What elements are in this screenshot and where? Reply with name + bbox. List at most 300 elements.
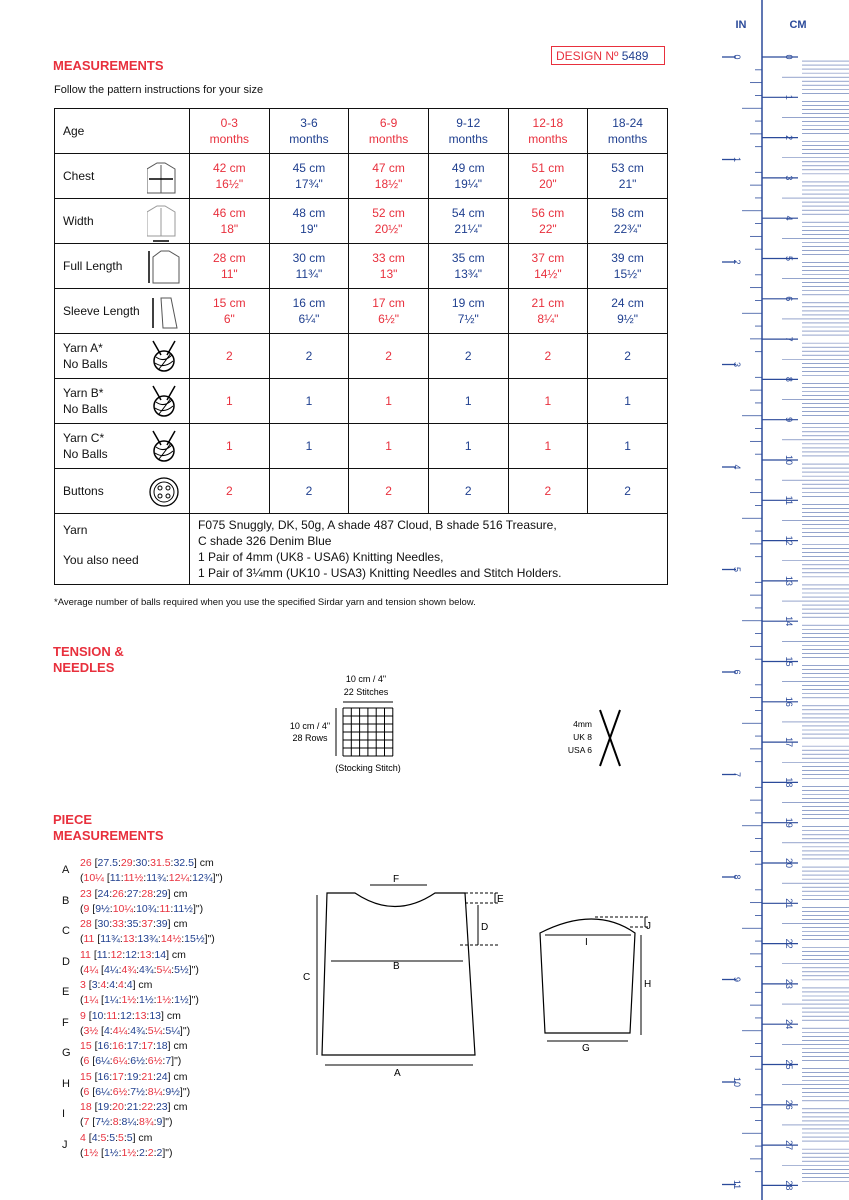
row-label xyxy=(55,199,190,244)
cell-value: 15½" xyxy=(613,267,642,281)
size-cell xyxy=(428,289,508,334)
cell-value: months xyxy=(528,132,568,146)
piece-measurement-item xyxy=(62,887,223,918)
cell-value: 48 cm xyxy=(292,206,326,220)
size-cell xyxy=(508,199,588,244)
cell-value: 2 xyxy=(385,349,392,363)
table-row xyxy=(55,199,668,244)
piece-in: (7 [7½:8:8¼:8¾:9]") xyxy=(80,1116,173,1128)
cm-number: 19 xyxy=(784,817,794,828)
row-label-text: No Balls xyxy=(63,402,108,416)
cm-number: 23 xyxy=(784,978,794,989)
size-cell xyxy=(428,154,508,199)
size-cell xyxy=(508,334,588,379)
cell-value: 47 cm xyxy=(372,161,405,175)
size-cell xyxy=(428,109,508,154)
row-label-text: Buttons xyxy=(63,484,104,498)
size-cell xyxy=(508,244,588,289)
size-cell xyxy=(508,154,588,199)
cell-value: 28 cm xyxy=(212,251,246,265)
tension-rows: 28 Rows xyxy=(292,733,328,743)
table-row xyxy=(55,244,668,289)
piece-cm: 3 [3:4:4:4:4] cm xyxy=(80,979,153,991)
cm-number: 7 xyxy=(784,336,794,342)
cell-value: 19" xyxy=(300,222,318,236)
size-cell xyxy=(190,244,270,289)
piece-in: (10¼ [11:11½:11¾:12¼:12¾]") xyxy=(80,872,223,884)
piece-in: (9 [9½:10¼:10¾:11:11½]") xyxy=(80,902,204,915)
tension-heading-line2: NEEDLES xyxy=(53,660,115,675)
size-cell xyxy=(508,424,588,469)
piece-measurement-item xyxy=(62,1070,223,1101)
cm-number: 0 xyxy=(784,54,794,60)
row-label-text: Yarn B* xyxy=(63,386,104,400)
size-cell xyxy=(588,379,668,424)
knitting-needles-icon xyxy=(600,710,620,766)
piece-in: (11 [11¾:13:13¾:14½:15½]") xyxy=(80,933,215,945)
row-label-text: Age xyxy=(63,124,85,138)
cm-number: 20 xyxy=(784,857,794,869)
cell-value: 7½" xyxy=(457,312,479,326)
needle-size-uk: UK 8 xyxy=(573,732,592,742)
garment-schematic xyxy=(295,865,675,1080)
size-cell xyxy=(190,289,270,334)
inch-number: 2 xyxy=(732,259,742,265)
table-row xyxy=(55,469,668,514)
size-cell xyxy=(588,109,668,154)
label-f: F xyxy=(393,874,400,885)
row-label xyxy=(55,334,190,379)
yarn-label: Yarn xyxy=(63,523,88,537)
cell-value: 24 cm xyxy=(611,296,644,310)
cm-number: 28 xyxy=(784,1180,794,1191)
cell-value: 1 xyxy=(464,394,472,408)
cell-value: 1 xyxy=(385,439,392,453)
inch-number: 10 xyxy=(732,1076,742,1088)
label-b: B xyxy=(393,961,400,972)
piece-measurement-item xyxy=(62,1131,223,1162)
cell-value: 35 cm xyxy=(451,251,485,265)
cell-value: 2 xyxy=(544,349,552,363)
label-h: H xyxy=(644,979,652,990)
row-label-text: Sleeve Length xyxy=(63,304,140,318)
cell-value: 2 xyxy=(225,349,233,363)
cell-value: months xyxy=(209,132,249,146)
cm-number: 18 xyxy=(784,777,794,788)
piece-heading xyxy=(53,812,164,844)
size-cell xyxy=(269,469,349,514)
cell-value: 2 xyxy=(464,349,472,363)
size-cell xyxy=(508,469,588,514)
size-cell xyxy=(190,334,270,379)
cell-value: 22¾" xyxy=(613,222,642,236)
cell-value: 1 xyxy=(544,394,552,408)
cell-value: months xyxy=(448,132,488,146)
cm-number: 24 xyxy=(784,1019,794,1030)
row-label-text: No Balls xyxy=(63,357,108,371)
size-cell xyxy=(269,244,349,289)
row-label xyxy=(55,244,190,289)
cm-number: 15 xyxy=(784,656,794,667)
inch-number: 6 xyxy=(732,669,742,675)
piece-cm: 4 [4:5:5:5:5] cm xyxy=(80,1131,153,1144)
cell-value: 2 xyxy=(385,484,392,498)
yarn-ball-icon xyxy=(147,339,183,379)
cell-value: months xyxy=(368,132,409,146)
table-row xyxy=(55,289,668,334)
size-cell xyxy=(269,154,349,199)
size-cell xyxy=(588,199,668,244)
piece-measurement-item xyxy=(62,856,223,887)
tension-heading xyxy=(53,644,124,676)
cell-value: 52 cm xyxy=(372,206,405,220)
size-cell xyxy=(349,424,429,469)
cell-value: 0-3 xyxy=(220,116,238,130)
intro-text: Follow the pattern instructions for your size xyxy=(54,84,264,96)
inch-number: 8 xyxy=(732,874,742,880)
label-d: D xyxy=(481,922,489,933)
size-cell xyxy=(190,379,270,424)
cell-value: 1 xyxy=(624,439,631,453)
size-cell xyxy=(588,424,668,469)
size-cell xyxy=(588,334,668,379)
piece-cm: 15 [16:17:19:21:24] cm xyxy=(80,1070,188,1083)
inch-number: 5 xyxy=(732,566,742,573)
cell-value: 13¾" xyxy=(454,267,483,281)
inch-number: 11 xyxy=(732,1179,742,1190)
cardigan-width-icon xyxy=(147,204,183,244)
needles-diagram xyxy=(560,700,630,770)
piece-cm: 23 [24:26:27:28:29] cm xyxy=(80,887,188,900)
footnote: *Average number of balls required when you use the specified Sirdar yarn and tension shown below. xyxy=(54,597,476,608)
size-cell xyxy=(349,289,429,334)
piece-in: (4¼ [4¼:4¾:4¾:5¼:5½]") xyxy=(80,963,199,976)
cm-number: 11 xyxy=(784,495,794,505)
ruler-cm-label: CM xyxy=(789,19,807,31)
row-label xyxy=(55,109,190,154)
row-label xyxy=(55,469,190,514)
cell-value: months xyxy=(607,132,648,146)
size-cell xyxy=(349,469,429,514)
cm-number: 26 xyxy=(784,1099,794,1110)
cardigan-chest-icon xyxy=(147,159,183,199)
piece-letter: I xyxy=(62,1108,66,1120)
cell-value: 20½" xyxy=(374,222,403,236)
cell-value: 6¼" xyxy=(298,312,320,326)
piece-measurement-item xyxy=(62,917,223,948)
cell-value: 1 xyxy=(385,394,392,408)
design-number-box xyxy=(551,46,665,65)
piece-cm: 18 [19:20:21:22:23] cm xyxy=(80,1101,188,1113)
button-icon xyxy=(147,474,183,514)
piece-measurement-item xyxy=(62,978,223,1009)
cell-value: months xyxy=(289,132,329,146)
cell-value: 2 xyxy=(464,484,472,498)
cell-value: 49 cm xyxy=(451,161,485,175)
cm-number: 25 xyxy=(784,1059,794,1070)
yarn-line: C shade 326 Denim Blue xyxy=(198,534,332,548)
cm-number: 12 xyxy=(784,535,794,546)
cm-number: 17 xyxy=(784,737,794,748)
table-row xyxy=(55,379,668,424)
cell-value: 2 xyxy=(225,484,233,498)
cm-number: 16 xyxy=(784,696,794,707)
size-cell xyxy=(428,199,508,244)
piece-letter: B xyxy=(62,894,70,907)
table-row xyxy=(55,424,668,469)
piece-letter: J xyxy=(62,1138,68,1151)
row-label-text: Full Length xyxy=(63,259,123,273)
table-row xyxy=(55,334,668,379)
row-label-text: Yarn C* xyxy=(63,431,105,445)
cell-value: 51 cm xyxy=(531,161,565,175)
cm-number: 13 xyxy=(784,575,794,586)
size-cell xyxy=(508,379,588,424)
row-label-text: No Balls xyxy=(63,447,108,461)
cell-value: 9½" xyxy=(617,312,639,326)
cell-value: 12-18 xyxy=(532,116,564,130)
size-cell xyxy=(428,334,508,379)
cell-value: 17 cm xyxy=(372,296,405,310)
yarn-info xyxy=(190,514,668,585)
cm-number: 2 xyxy=(784,135,794,141)
yarn-ball-icon xyxy=(147,384,183,424)
size-cell xyxy=(588,469,668,514)
inch-number: 1 xyxy=(732,156,742,163)
size-cell xyxy=(588,244,668,289)
size-cell xyxy=(349,199,429,244)
size-cell xyxy=(190,469,270,514)
inch-number: 3 xyxy=(732,361,742,368)
cell-value: 42 cm xyxy=(212,161,246,175)
cell-value: 6½" xyxy=(378,312,400,326)
also-need-label: You also need xyxy=(63,553,139,567)
size-cell xyxy=(190,424,270,469)
sleeve-length-icon xyxy=(147,294,183,334)
cell-value: 30 cm xyxy=(292,251,326,265)
row-label-text: Width xyxy=(63,214,94,228)
piece-letter: C xyxy=(62,925,70,937)
stitch-type: (Stocking Stitch) xyxy=(335,763,401,773)
cell-value: 21" xyxy=(618,177,637,191)
size-cell xyxy=(269,289,349,334)
cm-number: 1 xyxy=(784,94,794,100)
cell-value: 6-9 xyxy=(379,116,398,130)
size-cell xyxy=(349,379,429,424)
piece-measurement-item xyxy=(62,1100,223,1131)
size-cell xyxy=(269,109,349,154)
tension-stitches: 22 Stitches xyxy=(343,687,389,697)
size-cell xyxy=(588,289,668,334)
piece-in: (1½ [1½:1½:2:2:2]") xyxy=(80,1146,173,1159)
ruler-in-label: IN xyxy=(735,19,747,31)
cell-value: 13" xyxy=(379,267,398,281)
size-cell xyxy=(508,109,588,154)
cell-value: 11" xyxy=(220,267,238,281)
size-cell xyxy=(508,289,588,334)
size-cell xyxy=(428,379,508,424)
piece-letter: E xyxy=(62,986,70,998)
piece-measurement-list xyxy=(62,856,223,1161)
cell-value: 33 cm xyxy=(372,251,405,265)
cell-value: 54 cm xyxy=(451,206,485,220)
design-label: DESIGN Nº xyxy=(556,49,619,63)
row-label-text: Yarn A* xyxy=(63,341,103,355)
piece-letter: H xyxy=(62,1077,70,1090)
tension-width-label: 10 cm / 4" xyxy=(345,674,387,684)
measurements-heading: MEASUREMENTS xyxy=(53,58,164,73)
size-cell xyxy=(349,154,429,199)
piece-cm: 11 [11:12:12:13:14] cm xyxy=(80,948,186,961)
label-g: G xyxy=(582,1043,590,1054)
cm-number: 5 xyxy=(784,255,794,262)
cm-number: 21 xyxy=(784,898,794,909)
label-c: C xyxy=(303,972,311,983)
piece-letter: D xyxy=(62,955,70,968)
cell-value: 1 xyxy=(624,394,631,408)
piece-cm: 15 [16:16:17:17:18] cm xyxy=(80,1040,188,1052)
piece-in: (6 [6¼:6¼:6½:6½:7]") xyxy=(80,1055,182,1067)
label-a: A xyxy=(394,1068,401,1079)
table-row xyxy=(55,154,668,199)
yarn-labels xyxy=(55,514,190,585)
needle-size-mm: 4mm xyxy=(573,719,592,729)
cell-value: 18" xyxy=(220,222,239,236)
row-label xyxy=(55,154,190,199)
cm-number: 8 xyxy=(784,376,794,382)
cell-value: 1 xyxy=(464,439,472,453)
cell-value: 39 cm xyxy=(611,251,644,265)
cell-value: 2 xyxy=(624,484,631,498)
cell-value: 46 cm xyxy=(212,206,246,220)
tension-height-label: 10 cm / 4" xyxy=(289,721,331,731)
cell-value: 1 xyxy=(305,439,313,453)
label-j: J xyxy=(646,921,651,932)
piece-cm: 9 [10:11:12:13:13] cm xyxy=(80,1009,181,1022)
yarn-line: 1 Pair of 3¼mm (UK10 - USA3) Knitting Needles and Stitch Holders. xyxy=(198,566,562,580)
size-cell xyxy=(349,109,429,154)
piece-heading-line2: MEASUREMENTS xyxy=(53,828,164,843)
cm-number: 6 xyxy=(784,296,794,302)
piece-letter: G xyxy=(62,1047,71,1059)
cm-number: 22 xyxy=(784,938,794,949)
cardigan-length-icon xyxy=(147,249,183,289)
cell-value: 2 xyxy=(305,349,313,363)
yarn-line: 1 Pair of 4mm (UK8 - USA6) Knitting Needles, xyxy=(198,550,444,564)
cell-value: 2 xyxy=(544,484,552,498)
cell-value: 56 cm xyxy=(531,206,565,220)
cm-number: 27 xyxy=(784,1140,794,1151)
tension-diagram xyxy=(280,670,440,780)
row-label-text: Chest xyxy=(63,169,95,183)
cell-value: 1 xyxy=(225,439,233,453)
cell-value: 19 cm xyxy=(451,296,485,310)
row-label xyxy=(55,289,190,334)
cell-value: 2 xyxy=(624,349,631,363)
inch-number: 4 xyxy=(732,464,742,470)
cell-value: 21¼" xyxy=(454,222,483,236)
size-cell xyxy=(269,379,349,424)
body-piece-outline xyxy=(322,893,475,1055)
row-label xyxy=(55,379,190,424)
size-cell xyxy=(269,334,349,379)
row-label xyxy=(55,424,190,469)
cell-value: 1 xyxy=(225,394,233,408)
size-cell xyxy=(269,424,349,469)
size-cell xyxy=(190,109,270,154)
table-row xyxy=(55,109,668,154)
cell-value: 45 cm xyxy=(292,161,326,175)
cell-value: 20" xyxy=(539,177,557,191)
cm-number: 3 xyxy=(784,175,794,181)
cell-value: 2 xyxy=(305,484,313,498)
measurements-table xyxy=(54,108,668,585)
tension-heading-line1: TENSION & xyxy=(53,644,124,659)
size-cell xyxy=(428,424,508,469)
cell-value: 3-6 xyxy=(300,116,318,130)
yarn-line: F075 Snuggly, DK, 50g, A shade 487 Cloud, B shade 516 Treasure, xyxy=(198,518,557,532)
cell-value: 6" xyxy=(223,312,235,326)
size-cell xyxy=(269,199,349,244)
size-cell xyxy=(349,334,429,379)
inch-number: 9 xyxy=(732,976,742,983)
piece-heading-line1: PIECE xyxy=(53,812,93,827)
cm-number: 9 xyxy=(784,417,794,423)
cell-value: 19¼" xyxy=(454,177,483,191)
cell-value: 11¾" xyxy=(295,267,323,281)
size-cell xyxy=(349,244,429,289)
cell-value: 1 xyxy=(544,439,552,453)
piece-measurement-item xyxy=(62,1009,223,1040)
cell-value: 53 cm xyxy=(611,161,644,175)
cell-value: 15 cm xyxy=(212,296,246,310)
cell-value: 18-24 xyxy=(612,116,643,130)
piece-cm: 26 [27.5:29:30:31.5:32.5] cm xyxy=(80,857,214,869)
cell-value: 8¼" xyxy=(537,312,559,326)
size-cell xyxy=(588,154,668,199)
cell-value: 16½" xyxy=(215,177,244,191)
piece-in: (3½ [4:4¼:4¾:5¼:5¼]") xyxy=(80,1024,191,1037)
cell-value: 18½" xyxy=(374,177,403,191)
cell-value: 21 cm xyxy=(531,296,565,310)
label-e: E xyxy=(497,894,504,905)
piece-in: (1¼ [1¼:1½:1½:1½:1½]") xyxy=(80,994,199,1006)
yarn-ball-icon xyxy=(147,429,183,469)
cell-value: 14½" xyxy=(534,267,562,281)
piece-measurement-item xyxy=(62,948,223,979)
cell-value: 22" xyxy=(539,222,557,236)
cell-value: 17¾" xyxy=(295,177,323,191)
size-cell xyxy=(428,469,508,514)
piece-in: (6 [6¼:6½:7½:8¼:9½]") xyxy=(80,1085,191,1098)
inch-number: 0 xyxy=(732,54,742,60)
cm-number: 4 xyxy=(784,215,794,221)
design-number: 5489 xyxy=(621,49,649,63)
piece-cm: 28 [30:33:35:37:39] cm xyxy=(80,918,188,930)
inch-number: 7 xyxy=(732,771,742,778)
size-cell xyxy=(190,154,270,199)
label-i: I xyxy=(585,937,588,948)
cell-value: 9-12 xyxy=(456,116,481,130)
size-cell xyxy=(190,199,270,244)
cm-number: 10 xyxy=(784,454,794,466)
cell-value: 16 cm xyxy=(292,296,326,310)
piece-letter: F xyxy=(62,1016,69,1029)
piece-measurement-item xyxy=(62,1039,223,1070)
size-cell xyxy=(428,244,508,289)
cell-value: 58 cm xyxy=(611,206,644,220)
cell-value: 1 xyxy=(305,394,313,408)
